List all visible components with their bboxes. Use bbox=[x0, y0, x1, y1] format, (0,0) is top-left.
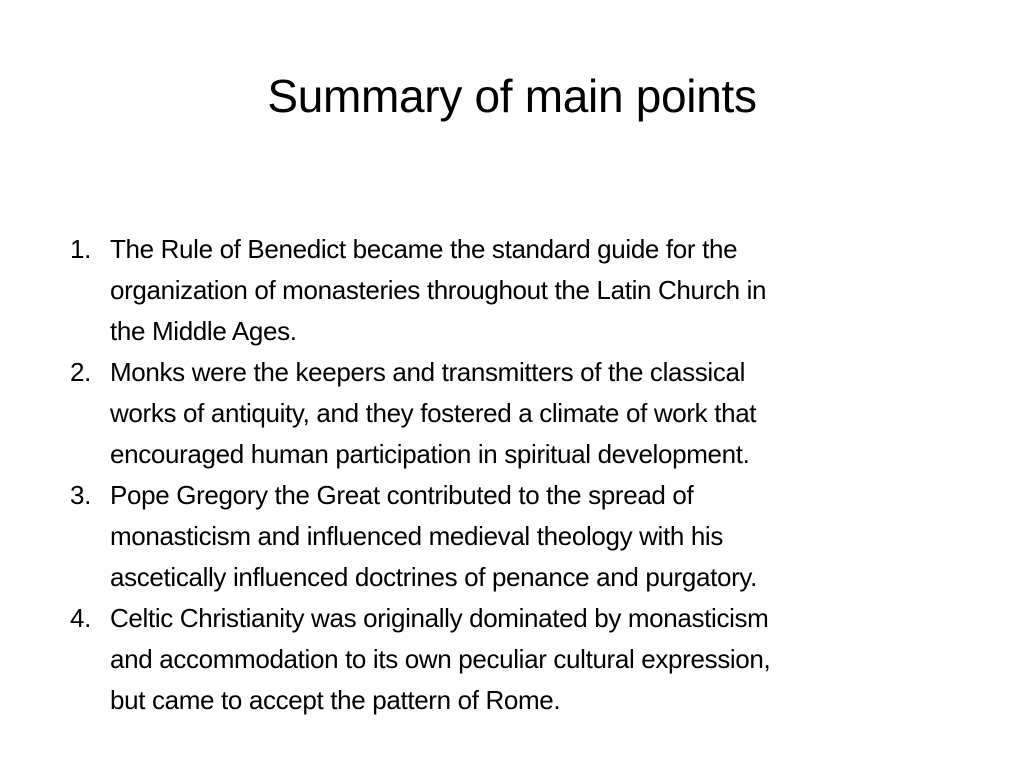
slide-title: Summary of main points bbox=[267, 70, 757, 122]
summary-point-2 bbox=[66, 352, 946, 475]
point-line: Monks were the keepers and transmitters of the classical bbox=[110, 357, 746, 387]
summary-point-3 bbox=[66, 475, 946, 598]
point-line: Pope Gregory the Great contributed to the spread of bbox=[110, 480, 694, 510]
point-line: encouraged human participation in spiritual development. bbox=[110, 439, 750, 469]
summary-point-4 bbox=[66, 598, 946, 721]
point-line: and accommodation to its own peculiar cultural expression, bbox=[110, 644, 771, 674]
point-line: works of antiquity, and they fostered a climate of work that bbox=[110, 398, 757, 428]
point-number: 1. bbox=[70, 234, 91, 264]
summary-points-list bbox=[66, 229, 946, 721]
point-line: the Middle Ages. bbox=[110, 316, 297, 346]
point-line: organization of monasteries throughout the Latin Church in bbox=[110, 275, 767, 305]
point-line: but came to accept the pattern of Rome. bbox=[110, 685, 561, 715]
point-line: monasticism and influenced medieval theology with his bbox=[110, 521, 724, 551]
point-number: 3. bbox=[70, 480, 91, 510]
point-number: 2. bbox=[70, 357, 91, 387]
point-line: Celtic Christianity was originally dominated by monasticism bbox=[110, 603, 769, 633]
summary-point-1 bbox=[66, 229, 946, 352]
point-number: 4. bbox=[70, 603, 91, 633]
point-line: ascetically influenced doctrines of penance and purgatory. bbox=[110, 562, 757, 592]
point-line: The Rule of Benedict became the standard guide for the bbox=[110, 234, 738, 264]
